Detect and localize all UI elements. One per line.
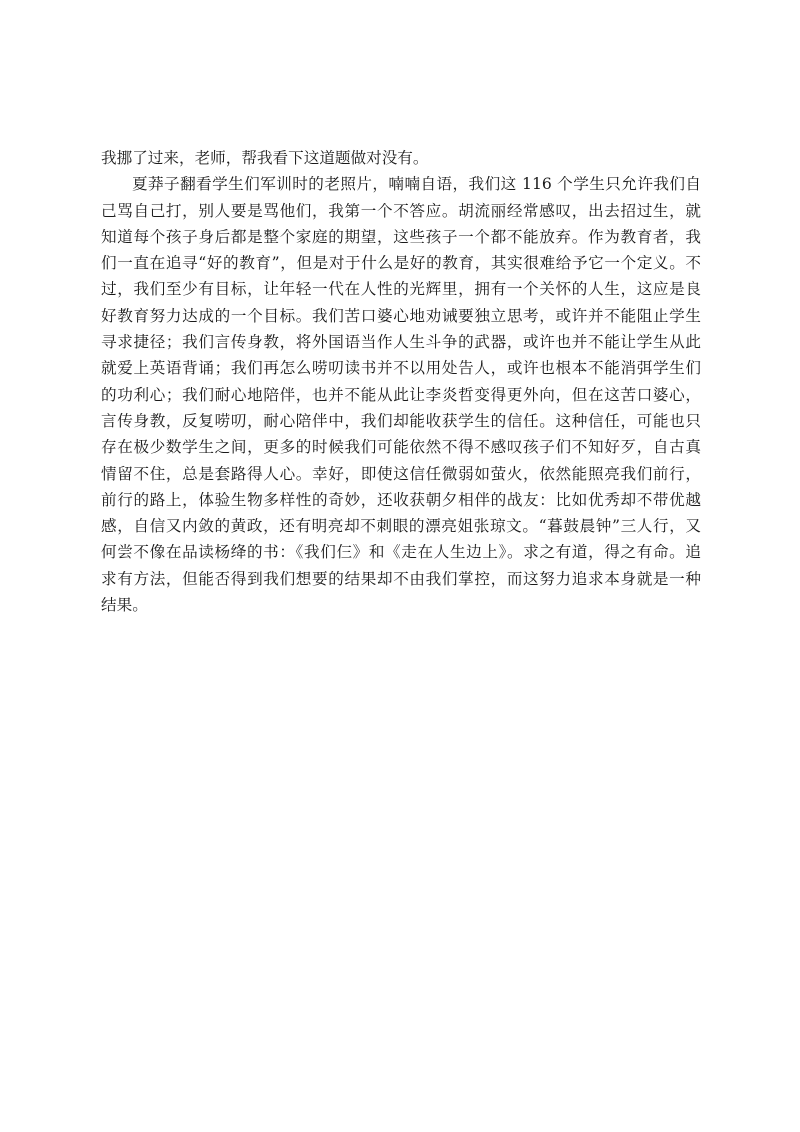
text-line: 言传身教，反复唠叨，耐心陪伴中，我们却能收获学生的信任。这种信任，可能也只 [101, 411, 701, 430]
text-line: 何尝不像在品读杨绛的书：《我们仨》和《走在人生边上》。求之有道，得之有命。追 [101, 543, 701, 562]
text-line: 求有方法，但能否得到我们想要的结果却不由我们掌控，而这努力追求本身就是一种 [101, 569, 701, 588]
text-line: 过，我们至少有目标，让年轻一代在人性的光辉里，拥有一个关怀的人生，这应是良 [101, 280, 701, 299]
text-line: 就爱上英语背诵；我们再怎么唠叨读书并不以用处告人，或许也根本不能消弭学生们 [101, 359, 701, 378]
text-line: 结果。 [101, 596, 148, 615]
text-line: 感，自信又内敛的黄政，还有明亮却不刺眼的漂亮姐张琼文。“暮鼓晨钟”三人行，又 [101, 517, 701, 536]
text-line: 我挪了过来，老师，帮我看下这道题做对没有。 [101, 149, 429, 167]
text-line: 情留不住，总是套路得人心。幸好，即使这信任微弱如萤火，依然能照亮我们前行， [101, 464, 701, 483]
paragraph-first-line: 夏莽子翻看学生们军训时的老照片，喃喃自语，我们这 116 个学生只允许我们自 [132, 175, 701, 194]
text-line: 的功利心；我们耐心地陪伴，也并不能从此让李炎哲变得更外向，但在这苦口婆心， [101, 385, 701, 404]
text-line: 知道每个孩子身后都是整个家庭的期望，这些孩子一个都不能放弃。作为教育者，我 [101, 227, 701, 246]
text-line: 好教育努力达成的一个目标。我们苦口婆心地劝诫要独立思考，或许并不能阻止学生 [101, 306, 701, 325]
text-line: 存在极少数学生之间，更多的时候我们可能依然不得不感叹孩子们不知好歹，自古真 [101, 438, 701, 457]
text-line: 己骂自己打，别人要是骂他们，我第一个不答应。胡流丽经常感叹，出去招过生，就 [101, 201, 701, 220]
text-line: 寻求捷径；我们言传身教，将外国语当作人生斗争的武器，或许也并不能让学生从此 [101, 333, 701, 352]
body-text [101, 145, 701, 618]
text-line: 前行的路上，体验生物多样性的奇妙，还收获朝夕相伴的战友：比如优秀却不带优越 [101, 490, 701, 509]
text-line: 们一直在追寻“好的教育”，但是对于什么是好的教育，其实很难给予它一个定义。不 [101, 254, 701, 273]
